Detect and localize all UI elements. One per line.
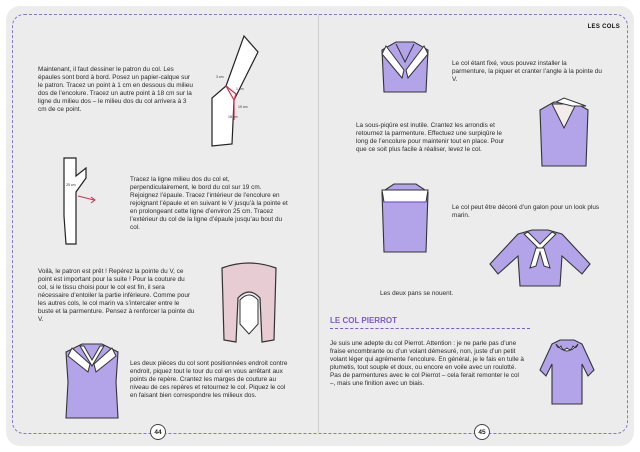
left-paragraph-2: Tracez la ligne milieu dos du col et, perpendiculairement, le bord du col sur 19 cm. Rejoignez l’épaule. Tracez l’intérieur de l’encolure en rejoignant l’épaule et en suivant le V jusqu’à la pointe et en prolongeant cette ligne d’environ 25 cm. Tracez l’extérieur du col de la ligne d’épaule jusqu’au bout du col.: [130, 176, 288, 231]
collar-pattern-illustration: [60, 156, 100, 246]
bodice-collar-back-illustration: [534, 98, 594, 168]
collar-top-illustration: [376, 40, 434, 94]
right-paragraph-5: Je suis une adepte du col Pierrot. Attention : je ne parle pas d’une fraise encombrante ou d’un volant démesuré, non, juste d’un petit volant léger qui agrémente l’encolure. En général, je le fais en tulle à plumetis, tout souple et doux, ou encore en voile avec un roulotté. Pas de parmentures avec le col Pierrot – cela ferait remonter le col –, mais une finition avec un biais.: [330, 340, 524, 387]
tied-collar-blouse-illustration: [486, 228, 594, 288]
right-paragraph-4: Les deux pans se nouent.: [380, 290, 454, 297]
left-paragraph-3: Voilà, le patron est prêt ! Repérez la pointe du V, ce point est important pour la suite ! Pour la couture du col, si le tissu choisi pour le col est fin, il sera nécessaire d’entoiler la partie inférieure. Comme pour les autres cols, le col marin va s’intercaler entre le buste et la parmenture. Pensez à renforcer la pointe du V.: [38, 268, 195, 323]
sailor-top-galon-illustration: [374, 180, 436, 254]
page-spine: [318, 14, 319, 434]
right-paragraph-3: Le col peut être décoré d’un galon pour un look plus marin.: [452, 204, 600, 219]
mark-18cm: 18 cm: [228, 115, 238, 119]
left-paragraph-1: Maintenant, il faut dessiner le patron du col. Les épaules sont bord à bord. Posez un papier-calque sur le patron. Tracez un point à 1 cm en dessous du milieu dos de l’encolure. Tracez un autre point à 18 cm sur la ligne du milieu dos – le milieu dos du col arrivera à 3 cm de ce point.: [38, 66, 193, 113]
right-paragraph-2: La sous-piqûre est inutile. Crantez les arrondis et retournez la parmenture. Effectuez une surpiqûre le long de l’encolure pour maintenir tout en place. Pour que ce soit plus facile à réaliser, levez le col.: [356, 122, 505, 153]
pink-collar-illustration: [218, 262, 280, 344]
mark-1cm: 1 cm: [236, 87, 244, 91]
back-pattern-illustration: [206, 34, 282, 148]
section-header: LES COLS: [587, 24, 620, 30]
page-number-right: 45: [474, 424, 490, 440]
mark-25cm: 25 cm: [66, 183, 76, 187]
section-title-col-pierrot: LE COL PIERROT: [330, 316, 397, 325]
mark-3cm: 3 cm: [216, 75, 224, 79]
page-number-left: 44: [150, 424, 166, 440]
section-title-underline: [330, 328, 530, 329]
right-paragraph-1: Le col étant fixé, vous pouvez installer la parmenture, la piquer et cranter l’angle à la pointe du V.: [452, 60, 602, 83]
purple-bodice-collar-illustration: [60, 342, 124, 420]
left-paragraph-4: Les deux pièces du col sont positionnées endroit contre endroit, piquez tout le tour du col en vous arrêtant aux points de repère. Crantez les marges de couture au niveau de ces repères et retournez le col. Piquez le col en faisant bien correspondre les milieux dos.: [130, 360, 288, 399]
pierrot-collar-blouse-illustration: [536, 336, 598, 406]
mark-19cm: 19 cm: [238, 105, 248, 109]
